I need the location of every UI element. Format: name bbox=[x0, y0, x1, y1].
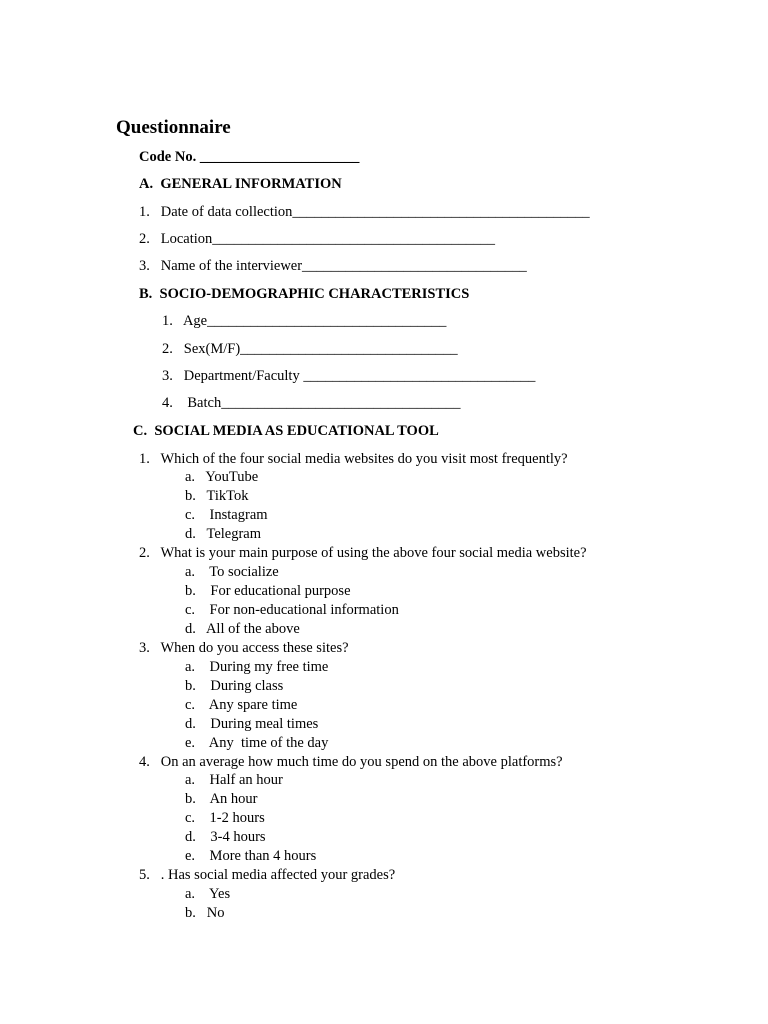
code-number-field: Code No. ______________________ bbox=[139, 149, 360, 165]
question-3: 3. When do you access these sites? bbox=[139, 640, 349, 656]
q5-option-b: b. No bbox=[185, 905, 225, 921]
q1-option-a: a. YouTube bbox=[185, 469, 259, 485]
q2-option-d: d. All of the above bbox=[185, 621, 300, 637]
q2-option-c: c. For non-educational information bbox=[185, 602, 399, 618]
q3-option-a: a. During my free time bbox=[185, 659, 329, 675]
general-info-item-date: 1. Date of data collection_________________________________________ bbox=[139, 204, 590, 220]
q4-option-b: b. An hour bbox=[185, 791, 258, 807]
q3-option-d: d. During meal times bbox=[185, 716, 319, 732]
demographic-item-sex: 2. Sex(M/F)______________________________ bbox=[162, 341, 458, 357]
q1-option-c: c. Instagram bbox=[185, 507, 268, 523]
q3-option-e: e. Any time of the day bbox=[185, 735, 329, 751]
q3-option-b: b. During class bbox=[185, 678, 284, 694]
q2-option-a: a. To socialize bbox=[185, 564, 279, 580]
q4-option-d: d. 3-4 hours bbox=[185, 829, 266, 845]
question-5: 5. . Has social media affected your grades? bbox=[139, 867, 396, 883]
general-info-item-interviewer: 3. Name of the interviewer_______________________________ bbox=[139, 258, 527, 274]
question-2: 2. What is your main purpose of using the above four social media website? bbox=[139, 545, 587, 561]
q1-option-d: d. Telegram bbox=[185, 526, 262, 542]
section-a-heading: A. GENERAL INFORMATION bbox=[139, 176, 342, 192]
q4-option-c: c. 1-2 hours bbox=[185, 810, 265, 826]
q1-option-b: b. TikTok bbox=[185, 488, 249, 504]
q4-option-e: e. More than 4 hours bbox=[185, 848, 317, 864]
general-info-item-location: 2. Location_______________________________________ bbox=[139, 231, 496, 247]
section-b-heading: B. SOCIO-DEMOGRAPHIC CHARACTERISTICS bbox=[139, 286, 470, 302]
question-4: 4. On an average how much time do you spend on the above platforms? bbox=[139, 754, 563, 770]
section-c-heading: C. SOCIAL MEDIA AS EDUCATIONAL TOOL bbox=[133, 423, 439, 439]
q2-option-b: b. For educational purpose bbox=[185, 583, 351, 599]
demographic-item-age: 1. Age_________________________________ bbox=[162, 313, 447, 329]
question-1: 1. Which of the four social media websites do you visit most frequently? bbox=[139, 451, 568, 467]
page-title: Questionnaire bbox=[116, 117, 231, 138]
q3-option-c: c. Any spare time bbox=[185, 697, 298, 713]
q4-option-a: a. Half an hour bbox=[185, 772, 283, 788]
demographic-item-department: 3. Department/Faculty ________________________________ bbox=[162, 368, 536, 384]
q5-option-a: a. Yes bbox=[185, 886, 231, 902]
demographic-item-batch: 4. Batch_________________________________ bbox=[162, 395, 461, 411]
